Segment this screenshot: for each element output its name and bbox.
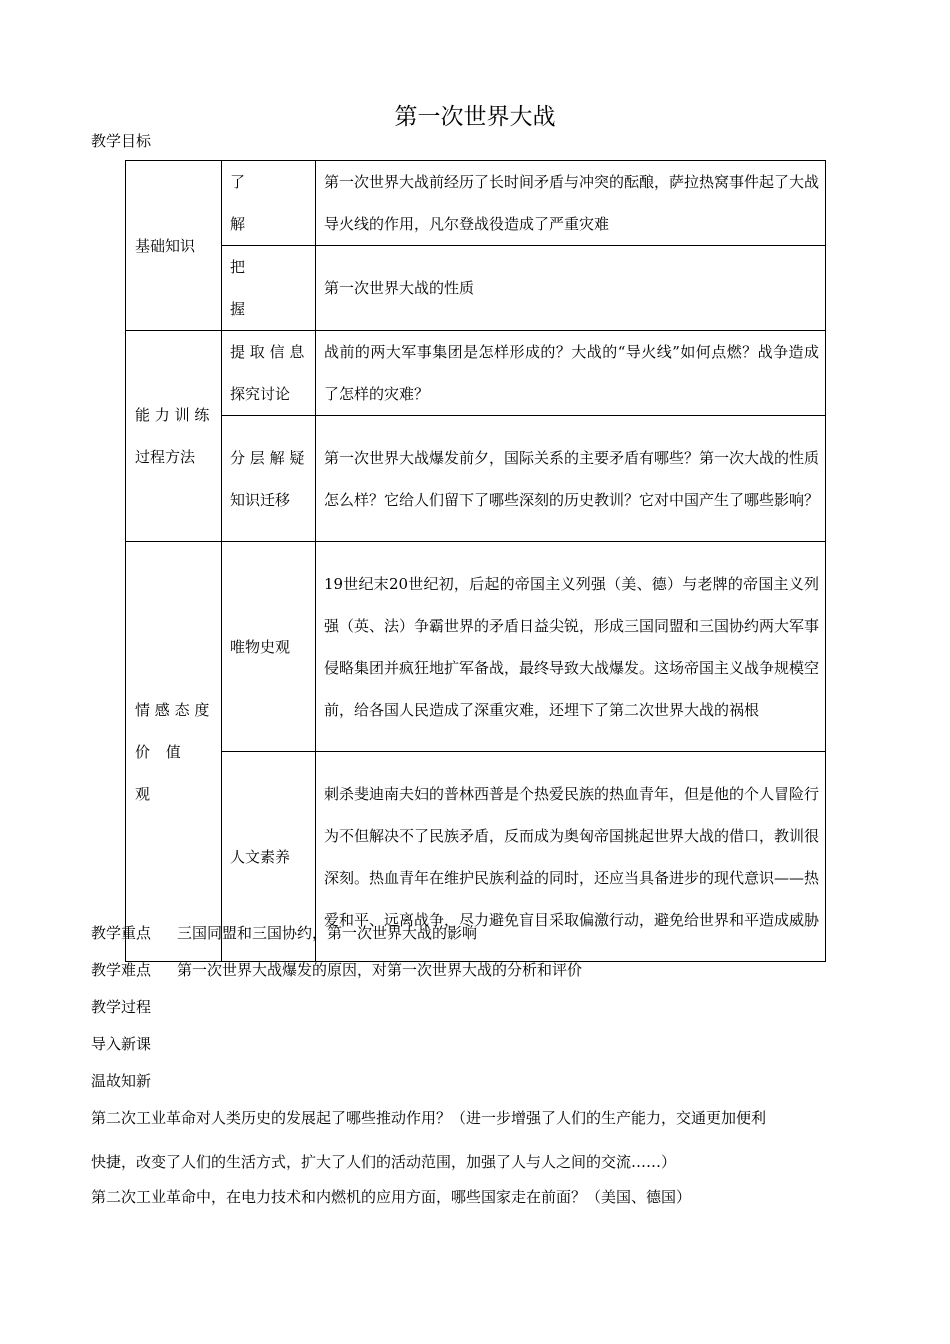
teaching-goals-label: 教学目标 (91, 132, 152, 150)
subcategory-layered-solving: 分层解疑 知识迁移 (222, 416, 316, 542)
category-ability-training: 能力训练 过程方法 (126, 331, 222, 542)
table-cell-text: 第一次世界大战爆发前夕，国际关系的主要矛盾有哪些？第一次大战的性质怎么样？它给人们留下了哪些深刻的历史教训？它对中国产生了哪些影响？ (316, 416, 826, 542)
key-point-text: 三国同盟和三国协约，第一次世界大战的影响 (177, 924, 478, 942)
table-row (126, 331, 826, 416)
table-row (126, 542, 826, 752)
difficulty-text: 第一次世界大战爆发的原因，对第一次世界大战的分析和评价 (177, 961, 583, 979)
category-basic-knowledge: 基础知识 (126, 161, 222, 331)
subcategory-master: 把 握 (222, 246, 316, 331)
subcategory-understand: 了 解 (222, 161, 316, 246)
category-emotion-values: 情感态度 价值观 (126, 542, 222, 962)
table-cell-text: 第一次世界大战的性质 (316, 246, 826, 331)
subcategory-extract-info: 提取信息 探究讨论 (222, 331, 316, 416)
review-label: 温故知新 (91, 1072, 152, 1090)
document-title: 第一次世界大战 (394, 104, 556, 130)
process-label: 教学过程 (91, 998, 152, 1016)
table-cell-text: 第一次世界大战前经历了长时间矛盾与冲突的酝酿，萨拉热窝事件起了大战导火线的作用，凡尔登战役造成了严重灾难 (316, 161, 826, 246)
intro-label: 导入新课 (91, 1035, 152, 1053)
key-point-line (91, 922, 477, 943)
subcategory-historical-materialism: 唯物史观 (222, 542, 316, 752)
subcategory-humanistic-literacy: 人文素养 (222, 752, 316, 962)
key-point-label: 教学重点 (91, 924, 152, 942)
teaching-goals-table (125, 160, 826, 962)
difficulty-label: 教学难点 (91, 961, 152, 979)
question-2: 第二次工业革命中，在电力技术和内燃机的应用方面，哪些国家走在前面？（美国、德国） (91, 1188, 692, 1206)
difficulty-line (91, 959, 582, 980)
table-cell-text: 战前的两大军事集团是怎样形成的？大战的“导火线”如何点燃？战争造成了怎样的灾难？ (316, 331, 826, 416)
table-row (126, 416, 826, 542)
table-cell-text: 19世纪末20世纪初，后起的帝国主义列强（美、德）与老牌的帝国主义列强（英、法）争霸世界的矛盾日益尖锐，形成三国同盟和三国协约两大军事侵略集团并疯狂地扩军备战，最终导致大战爆发。这场帝国主义战争规模空前，给各国人民造成了深重灾难，还埋下了第二次世界大战的祸根 (316, 542, 826, 752)
question-1-line-1: 第二次工业革命对人类历史的发展起了哪些推动作用？（进一步增强了人们的生产能力，交通更加便利 (91, 1109, 767, 1127)
question-1-line-2: 快捷，改变了人们的生活方式，扩大了人们的活动范围，加强了人与人之间的交流……） (91, 1153, 677, 1171)
table-row (126, 246, 826, 331)
table-row (126, 161, 826, 246)
table-cell-text: 刺杀斐迪南夫妇的普林西普是个热爱民族的热血青年，但是他的个人冒险行为不但解决不了民族矛盾，反而成为奥匈帝国挑起世界大战的借口，教训很深刻。热血青年在维护民族利益的同时，还应当具备进步的现代意识——热爱和平、远离战争，尽力避免盲目采取偏激行动，避免给世界和平造成威胁 (316, 752, 826, 962)
